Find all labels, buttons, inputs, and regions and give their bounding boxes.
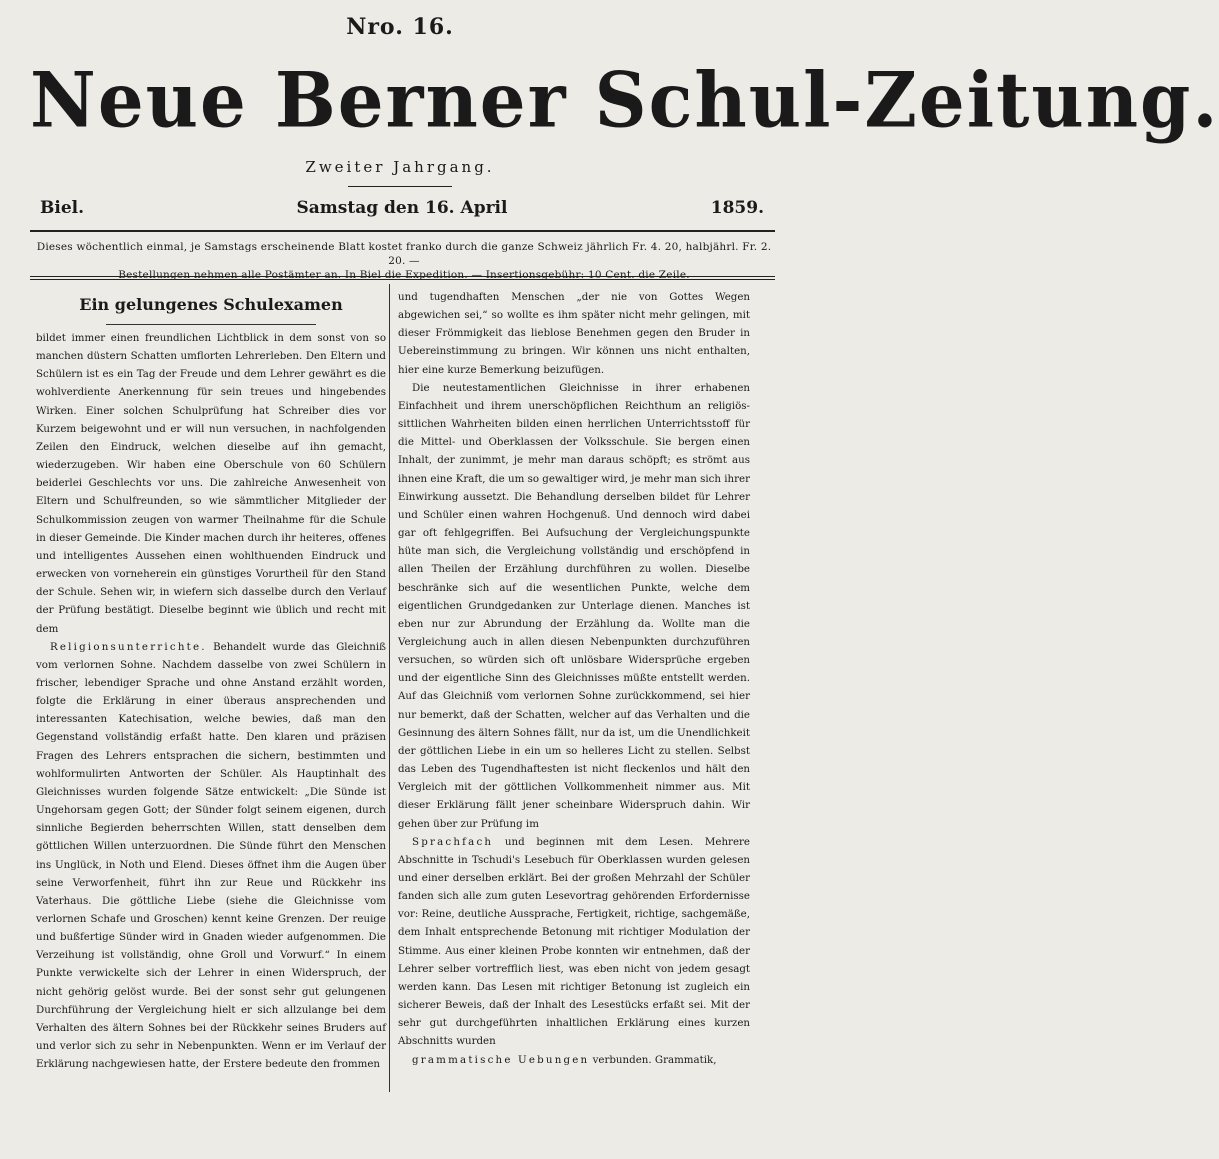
left-column [36, 288, 386, 1073]
article-paragraph: Die neutestamentlichen Gleichnisse in ihrer erhabenen Einfachheit und ihrem unerschöpflichen Reichthum an religiös-sittlichen Wahrheiten bilden einen herrlichen Unterrichtsstoff für die Mittel- und Oberklassen der Volksschule. Sie bergen einen Inhalt, der zunimmt, je mehr man daraus schöpft; es strömt aus ihnen eine Kraft, die um so gewaltiger wird, je mehr man sich ihrer Einwirkung aussetzt. Die Behandlung derselben bildet für Lehrer und Schüler einen wahren Hochgenuß. Und dennoch wird dabei gar oft fehlgegriffen. Bei Aufsuchung der Vergleichungspunkte hüte man sich, die Vergleichung vollständig und erschöpfend in allen Theilen der Erzählung durchführen zu wollen. Dieselbe beschränke sich auf die wesentlichen Punkte, welche dem eigentlichen Grundgedanken zur Unterlage dienen. Manches ist eben nur zur Abrundung der Erzählung da. Wollte man die Vergleichung auch in allen diesen Nebenpunkten durchzuführen versuchen, so würden sich oft unlösbare Widersprüche ergeben und der eigentliche Sinn des Gleichnisses müßte entstellt werden. Auf das Gleichniß vom verlornen Sohne zurückkommend, sei hier nur bemerkt, daß der Schatten, welcher auf das Verhalten und die Gesinnung des ältern Sohnes fällt, nur da ist, um die Unendlichkeit der göttlichen Liebe in ein um so helleres Licht zu stellen. Selbst das Leben des Tugendhaftesten ist nicht fleckenlos und hält den Vergleich mit der göttlichen Vollkommenheit nimmer aus. Mit dieser Erklärung fällt jener scheinbare Widerspruch dahin. Wir gehen über zur Prüfung im [398, 381, 750, 830]
article-paragraph [398, 1051, 750, 1069]
header-rule-top [30, 230, 775, 232]
dateline [40, 198, 764, 224]
article-paragraph [398, 833, 750, 1051]
right-column [398, 288, 750, 1069]
subscription-line-2: Bestellungen nehmen alle Postämter an. In Biel die Expedition. — Insertionsgebühr: 10 Cent. die Zeile. [118, 269, 690, 281]
article-paragraph [36, 638, 386, 1074]
article-title: Ein gelungenes Schulexamen [79, 295, 343, 314]
publication-place: Biel. [40, 198, 85, 218]
section-lead: grammatische Uebungen [412, 1053, 590, 1066]
issue-number: Nro. 16. [346, 14, 454, 40]
masthead-title: Neue Berner Schul-Zeitung. [30, 54, 1219, 145]
header-rule-bottom [30, 276, 775, 277]
paragraph-text: verbunden. Grammatik, [592, 1053, 717, 1066]
section-lead: Religionsunterrichte. [50, 640, 207, 653]
subtitle-rule [348, 186, 452, 187]
publication-date: Samstag den 16. April [296, 198, 508, 218]
paragraph-text: Behandelt wurde das Gleichniß vom verlornen Sohne. Nachdem dasselbe von zwei Schülern in frischer, lebendiger Sprache und ohne Anstand erzählt worden, folgte die Erklärung in einer überaus ansprechenden und interessanten Katechisation, welche bewies, daß man den Gegenstand vollständig erfaßt hatte. Den klaren und präzisen Fragen des Lehrers entsprachen die sichern, bestimmten und wohlformulirten Antworten der Schüler. Als Hauptinhalt des Gleichnisses wurden folgende Sätze entwickelt: „Die Sünde ist Ungehorsam gegen Gott; der Sünder folgt seinem eigenen, durch sinnliche Begierden beherrschten Willen, statt denselben dem göttlichen Willen unterzuordnen. Die Sünde führt den Menschen ins Unglück, in Noth und Elend. Dieses öffnet ihm die Augen über seine Verworfenheit, führt ihn zur Reue und Rückkehr ins Vaterhaus. Die göttliche Liebe (siehe die Gleichnisse vom verlornen Schafe und Groschen) kennt keine Grenzen. Der reuige und bußfertige Sünder wird in Gnaden wieder aufgenommen. Die Verzeihung ist vollständig, ohne Groll und Vorwurf.“ In einem Punkte verwickelte sich der Lehrer in einen Widerspruch, der nicht gehörig gelöst wurde. Bei der sonst sehr gut gelungenen Durchführung der Vergleichung hielt er sich allzulange bei dem Verhalten des ältern Sohnes bei der Rückkehr seines Bruders auf und verlor sich zu sehr in Nebenpunkten. Wenn er im Verlauf der Erklärung nachgewiesen hatte, der Erstere bedeute den frommen [36, 640, 386, 1071]
volume-subtitle: Zweiter Jahrgang. [305, 158, 495, 176]
article-paragraph: und tugendhaften Menschen „der nie von Gottes Wegen abgewichen sei,“ so wollte es ihm später nicht mehr gelingen, mit dieser Frömmigkeit das lieblose Benehmen gegen den Bruder in Uebereinstimmung zu bringen. Wir können uns nicht enthalten, hier eine kurze Bemerkung beizufügen. [398, 291, 750, 376]
article-paragraph: bildet immer einen freundlichen Lichtblick in dem sonst von so manchen düstern Schatten umflorten Lehrerleben. Den Eltern und Schülern ist es ein Tag der Freude und dem Lehrer gewährt es die wohlverdiente Anerkennung für sein treues und hingebendes Wirken. Einer solchen Schulprüfung hat Schreiber dies vor Kurzem beigewohnt und er will nun versuchen, in nachfolgenden Zeilen den Eindruck, welchen dieselbe auf ihn gemacht, wiederzugeben. Wir haben eine Oberschule von 60 Schülern beiderlei Geschlechts vor uns. Die zahlreiche Anwesenheit von Eltern und Schulfreunden, so wie sämmtlicher Mitglieder der Schulkommission zeugen von warmer Theilnahme für die Schule in dieser Gemeinde. Die Kinder machen durch ihr heiteres, offenes und intelligentes Aussehen einen wohlthuenden Eindruck und erwecken von vorneherein ein günstiges Vorurtheil für den Stand der Schule. Sehen wir, in wiefern sich dasselbe durch den Verlauf der Prüfung bestätigt. Dieselbe beginnt wie üblich und recht mit dem [36, 332, 386, 635]
paragraph-text: und beginnen mit dem Lesen. Mehrere Abschnitte in Tschudi's Lesebuch für Oberklassen wurden gelesen und einer derselben erklärt. Bei der großen Mehrzahl der Schüler fanden sich alle zum guten Lesevortrag gehörenden Erfordernisse vor: Reine, deutliche Aussprache, Fertigkeit, richtige, sachgemäße, dem Inhalt entsprechende Betonung mit richtiger Modulation der Stimme. Aus einer kleinen Probe konnten wir entnehmen, daß der Lehrer selber vortrefflich liest, was eben nicht von jedem gesagt werden kann. Das Lesen mit richtiger Betonung ist zugleich ein sicherer Beweis, daß der Inhalt des Lesestücks erfaßt sei. Mit der sehr gut durchgeführten inhaltlichen Erklärung eines kurzen Abschnitts wurden [398, 835, 750, 1048]
article-title-rule [106, 324, 316, 325]
publication-year: 1859. [710, 198, 764, 218]
section-lead: Sprachfach [412, 835, 494, 848]
column-divider [389, 284, 390, 1092]
subscription-line-1: Dieses wöchentlich einmal, je Samstags erscheinende Blatt kostet franko durch die ganze Schweiz jährlich Fr. 4. 20, halbjährl. Fr. 2. 20. — [36, 241, 772, 267]
header-rule-bottom-double [30, 279, 775, 280]
